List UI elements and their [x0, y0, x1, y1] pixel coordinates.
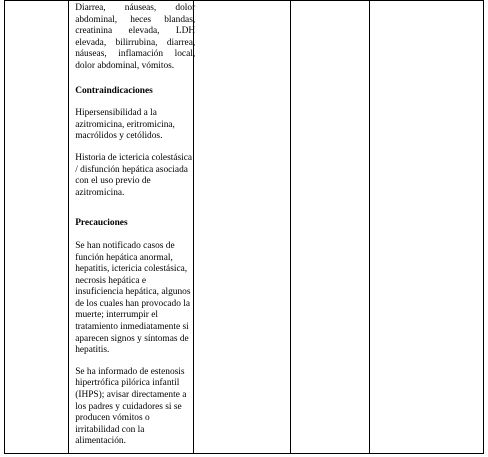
empty-cell-third: [193, 1, 291, 454]
precautions-paragraph-2: Se ha informado de estenosis hipertrófica pilórica infantil (IHPS); avisar directamente a los padres y cuidadores si se producen vómitos o irritabilidad con la alimentación.: [75, 366, 187, 447]
text-cell: [69, 1, 196, 454]
document-table: [4, 0, 484, 454]
cell-content: [69, 1, 195, 448]
precautions-heading: Precauciones: [75, 218, 128, 229]
adverse-effects-text: Diarrea, náuseas, dolor abdominal, heces blandas, creatinina elevada, LDH elevada, bilirrubina, diarrea, náuseas, inflamación local, dolor abdominal, vómitos.: [75, 3, 196, 71]
contraindications-paragraph-2: Historia de ictericia colestásica / disfunción hepática asociada con el uso previo de azitromicina.: [75, 152, 193, 198]
empty-cell-fifth: [369, 1, 483, 454]
contraindications-heading: Contraindicaciones: [75, 85, 153, 96]
contraindications-paragraph-1: Hipersensibilidad a la azitromicina, eritromicina, macrólidos y cetólidos.: [75, 108, 175, 142]
empty-cell-first: [5, 1, 69, 454]
table-row: [5, 1, 484, 454]
empty-cell-fourth: [291, 1, 369, 454]
precautions-paragraph-1: Se han notificado casos de función hepática anormal, hepatitis, ictericia colestásica, necrosis hepática e insuficiencia hepática, algunos de los cuales han provocado la muerte; interrumpir el tratamiento inmediatamente si aparecen signos y síntomas de hepatitis.: [75, 240, 191, 356]
